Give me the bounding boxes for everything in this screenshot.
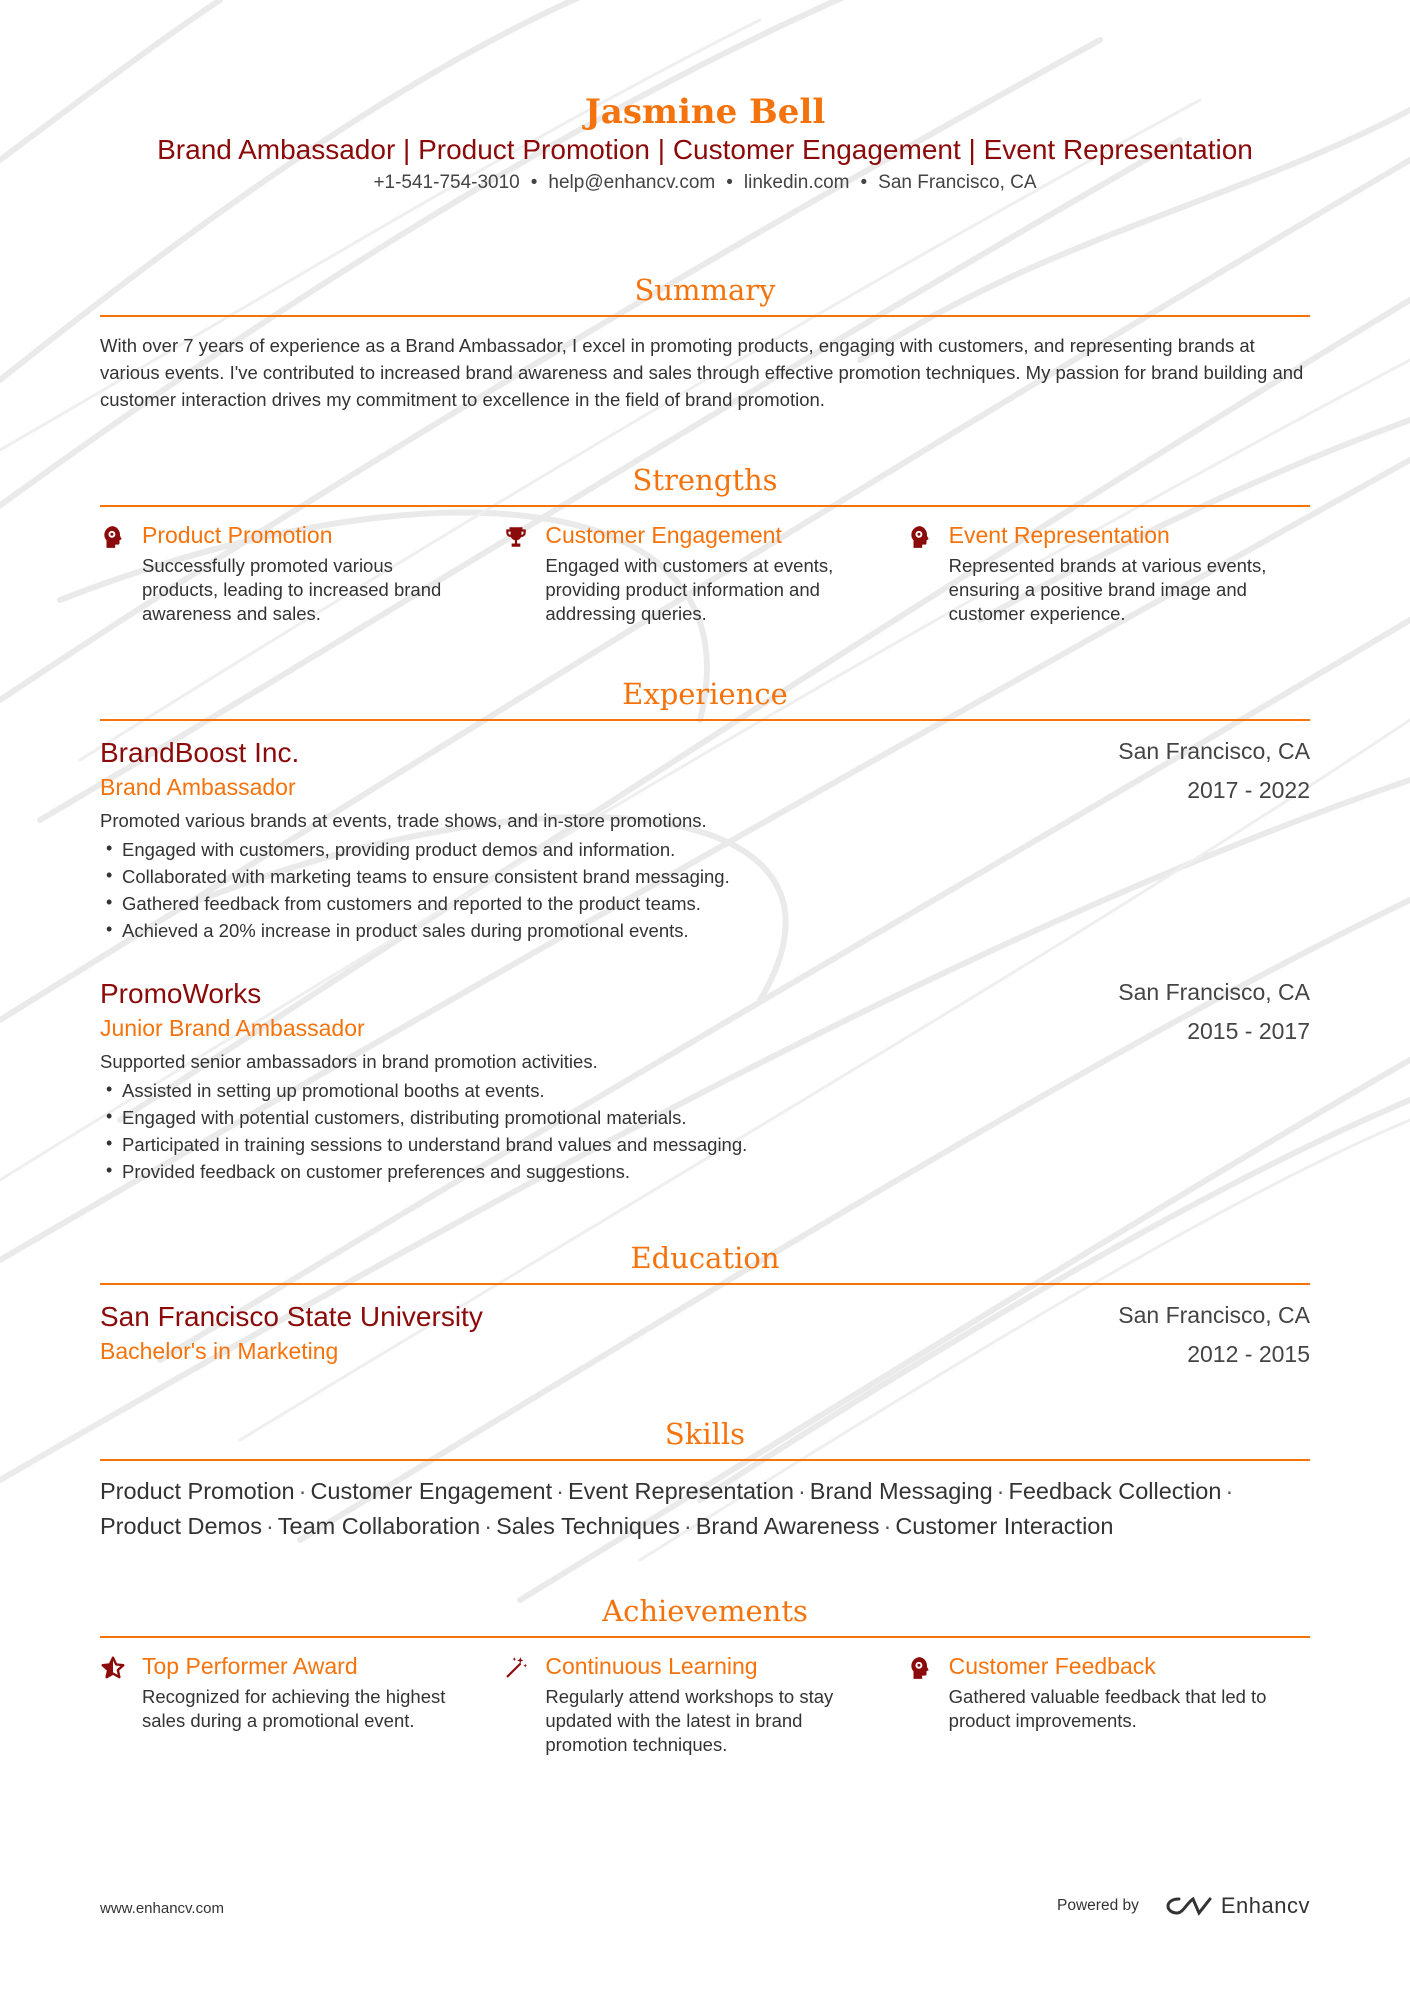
- job-bullet: • Provided feedback on customer preferences and suggestions.: [100, 1158, 1310, 1185]
- separator-dot: •: [726, 172, 733, 193]
- job-meta: [1118, 977, 1310, 1046]
- job-dates: 2017 - 2022: [1187, 777, 1310, 803]
- section-divider: [100, 1636, 1310, 1638]
- achievement-desc: Regularly attend workshops to stay updated with the latest in brand promotion techniques.: [545, 1686, 834, 1755]
- achievement-item: [100, 1651, 503, 1757]
- experience-entry: [100, 977, 1310, 1185]
- enhancv-brand[interactable]: Enhancv: [1220, 1893, 1310, 1918]
- skill-tag: Product Promotion: [100, 1478, 295, 1504]
- email[interactable]: help@enhancv.com: [548, 172, 716, 193]
- achievement-item: [907, 1651, 1310, 1757]
- head-icon: [907, 1651, 949, 1757]
- section-title-summary: Summary: [634, 273, 776, 307]
- strength-desc: Represented brands at various events, ensuring a positive brand image and customer experience.: [948, 555, 1267, 624]
- skill-tag: Customer Interaction: [895, 1513, 1114, 1539]
- strength-item: [100, 520, 503, 626]
- education-location: San Francisco, CA: [1118, 1302, 1310, 1328]
- job-bullet: • Engaged with customers, providing product demos and information.: [100, 836, 1310, 863]
- achievement-title: Top Performer Award: [142, 1653, 358, 1679]
- section-title-skills: Skills: [664, 1417, 746, 1451]
- strength-desc: Successfully promoted various products, leading to increased brand awareness and sales.: [142, 555, 442, 624]
- head-icon: [907, 520, 949, 626]
- strengths-list: [100, 520, 1310, 626]
- skill-tag: Sales Techniques: [496, 1513, 680, 1539]
- job-dates: 2015 - 2017: [1187, 1018, 1310, 1044]
- company-name: PromoWorks: [100, 978, 262, 1009]
- separator-dot: •: [860, 172, 868, 193]
- job-location: San Francisco, CA: [1118, 738, 1310, 764]
- job-bullet: • Gathered feedback from customers and reported to the product teams.: [100, 890, 1310, 917]
- section-title-achievements: Achievements: [602, 1594, 808, 1628]
- education-entry: [100, 1300, 1310, 1366]
- phone[interactable]: +1-541-754-3010: [373, 172, 520, 193]
- education-meta: [1118, 1300, 1310, 1369]
- section-title-experience: Experience: [622, 677, 788, 711]
- achievement-item: [503, 1651, 906, 1757]
- strength-title: Customer Engagement: [545, 522, 782, 548]
- magic-wand-icon: [503, 1651, 545, 1757]
- linkedin-link[interactable]: linkedin.com: [743, 172, 850, 193]
- location: San Francisco, CA: [878, 172, 1037, 193]
- candidate-name: Jasmine Bell: [584, 92, 826, 132]
- section-divider: [100, 505, 1310, 507]
- trophy-icon: [503, 520, 545, 626]
- footer-website[interactable]: www.enhancv.com: [100, 1900, 224, 1917]
- section-divider: [100, 1283, 1310, 1285]
- resume-header: [100, 92, 1310, 196]
- strength-item: [503, 520, 906, 626]
- job-intro: Supported senior ambassadors in brand promotion activities.: [100, 1051, 598, 1072]
- achievement-title: Customer Feedback: [948, 1653, 1156, 1679]
- enhancv-logo-icon: [1165, 1894, 1213, 1918]
- achievements-list: [100, 1651, 1310, 1757]
- contact-line: [100, 170, 1310, 196]
- footer-branding: [1057, 1893, 1310, 1919]
- job-bullets: [100, 836, 1310, 944]
- section-divider: [100, 719, 1310, 721]
- job-bullet: • Participated in training sessions to understand brand values and messaging.: [100, 1131, 1310, 1158]
- achievement-title: Continuous Learning: [545, 1653, 758, 1679]
- skill-tag: Team Collaboration: [277, 1513, 481, 1539]
- education-dates: 2012 - 2015: [1187, 1341, 1310, 1367]
- job-title: Junior Brand Ambassador: [100, 1015, 365, 1041]
- strength-title: Product Promotion: [142, 522, 333, 548]
- job-bullet: • Achieved a 20% increase in product sales during promotional events.: [100, 917, 1310, 944]
- strength-item: [907, 520, 1310, 626]
- skill-tag: Customer Engagement: [310, 1478, 553, 1504]
- strength-desc: Engaged with customers at events, providing product information and addressing queries.: [545, 555, 834, 624]
- job-meta: [1118, 736, 1310, 805]
- company-name: BrandBoost Inc.: [100, 737, 300, 768]
- experience-entry: [100, 736, 1310, 944]
- job-bullet: • Engaged with potential customers, distributing promotional materials.: [100, 1104, 1310, 1131]
- job-bullet: • Assisted in setting up promotional booths at events.: [100, 1077, 1310, 1104]
- job-title: Brand Ambassador: [100, 774, 296, 800]
- skills-list: Product Promotion · Customer Engagement · Event Representation · Brand Messaging · Feedback Collection · Product Demos · Team Collaboration · Sales Techniques · Brand Awareness · Customer Interaction: [100, 1478, 1234, 1539]
- strength-title: Event Representation: [948, 522, 1170, 548]
- skill-tag: Event Representation: [567, 1478, 794, 1504]
- job-bullet: • Collaborated with marketing teams to ensure consistent brand messaging.: [100, 863, 1310, 890]
- section-divider: [100, 1459, 1310, 1461]
- skill-tag: Brand Messaging: [809, 1478, 993, 1504]
- section-title-strengths: Strengths: [632, 463, 778, 497]
- achievement-desc: Recognized for achieving the highest sales during a promotional event.: [142, 1686, 446, 1731]
- school-name: San Francisco State University: [100, 1301, 483, 1332]
- degree: Bachelor's in Marketing: [100, 1338, 339, 1364]
- section-divider: [100, 315, 1310, 317]
- skill-tag: Brand Awareness: [695, 1513, 880, 1539]
- powered-by-label: Powered by: [1057, 1897, 1139, 1914]
- skill-tag: Product Demos: [100, 1513, 262, 1539]
- candidate-headline: Brand Ambassador | Product Promotion | Customer Engagement | Event Representation: [157, 134, 1253, 165]
- achievement-desc: Gathered valuable feedback that led to product improvements.: [948, 1686, 1267, 1731]
- job-location: San Francisco, CA: [1118, 979, 1310, 1005]
- section-title-education: Education: [630, 1241, 780, 1275]
- job-bullets: [100, 1077, 1310, 1185]
- star-icon: [100, 1651, 142, 1757]
- skill-tag: Feedback Collection: [1008, 1478, 1222, 1504]
- summary-text: With over 7 years of experience as a Brand Ambassador, I excel in promoting products, engaging with customers, and representing brands at various events. I've contributed to increased brand awareness and sales through effective promotion techniques. My passion for brand building and customer interaction drives my commitment to excellence in the field of brand promotion.: [100, 335, 1304, 410]
- job-intro: Promoted various brands at events, trade shows, and in-store promotions.: [100, 810, 707, 831]
- head-icon: [100, 520, 142, 626]
- separator-dot: •: [530, 172, 538, 193]
